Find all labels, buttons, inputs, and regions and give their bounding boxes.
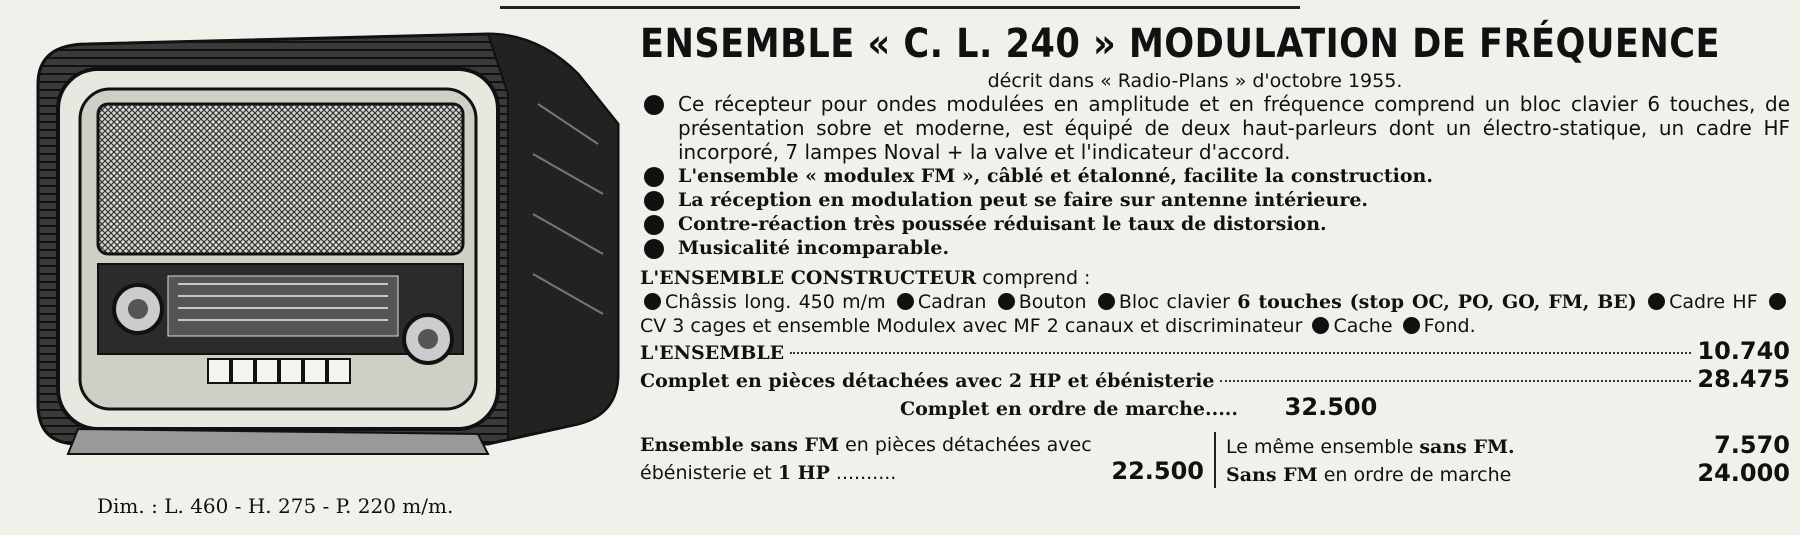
bullet-icon <box>1098 293 1115 310</box>
sans-fm-left: Ensemble sans FM en pièces détachées avec ébénisterie et 1 HP .......... 22.500 <box>640 432 1216 488</box>
page-title: ENSEMBLE « C. L. 240 » MODULATION DE FRÉQUENCE <box>640 21 1721 67</box>
price-line-marche: Complet en ordre de marche..... 32.500 <box>900 393 1378 421</box>
top-rule <box>500 6 1300 9</box>
radio-illustration <box>18 14 628 464</box>
bullet-icon <box>897 293 914 310</box>
feature-item: Contre-réaction très poussée réduisant le taux de distorsion. <box>640 212 1790 236</box>
dimensions-caption: Dim. : L. 460 - H. 275 - P. 220 m/m. <box>97 494 454 518</box>
price-line-complet: Complet en pièces détachées avec 2 HP et ébénisterie 28.475 <box>640 365 1790 393</box>
intro-paragraph: Ce récepteur pour ondes modulées en amplitude et en fréquence comprend un bloc clavier 6 touches, de présentation sobre et moderne, est équipé de deux haut-parleurs dont un électro-statique, un cadre HF incorporé, 7 lampes Noval + la valve et l'indicateur d'accord. <box>640 92 1790 164</box>
sans-fm-section <box>640 432 1790 488</box>
bullet-icon <box>644 215 664 235</box>
bullet-icon <box>644 95 664 115</box>
price-line-ensemble: L'ENSEMBLE 10.740 <box>640 337 1790 365</box>
bullet-icon <box>1312 317 1329 334</box>
bullet-icon <box>644 239 664 259</box>
sans-fm-right: Le même ensemble sans FM. 7.570 Sans FM en ordre de marche 24.000 <box>1226 431 1790 487</box>
bullet-icon <box>998 293 1015 310</box>
bullet-icon <box>1403 317 1420 334</box>
dot-leader <box>790 352 1691 354</box>
constructor-heading: L'ENSEMBLE CONSTRUCTEUR comprend : <box>640 267 1091 289</box>
feature-item: La réception en modulation peut se faire sur antenne intérieure. <box>640 188 1790 212</box>
dot-leader <box>1220 380 1691 382</box>
feature-item: L'ensemble « modulex FM », câblé et étalonné, facilite la construction. <box>640 164 1790 188</box>
bullet-icon <box>644 191 664 211</box>
advert-text <box>640 20 1790 488</box>
parts-list: Châssis long. 450 m/m Cadran Bouton Bloc clavier 6 touches (stop OC, PO, GO, FM, BE) Cadre HF CV 3 cages et ensemble Modulex avec MF 2 canaux et discriminateur Cache Fond. <box>640 290 1790 338</box>
subtitle: décrit dans « Radio-Plans » d'octobre 1955. <box>987 70 1403 92</box>
bullet-icon <box>1648 293 1665 310</box>
bullet-icon <box>644 293 661 310</box>
bullet-icon <box>1769 293 1786 310</box>
feature-item: Musicalité incomparable. <box>640 236 1790 260</box>
bullet-icon <box>644 167 664 187</box>
